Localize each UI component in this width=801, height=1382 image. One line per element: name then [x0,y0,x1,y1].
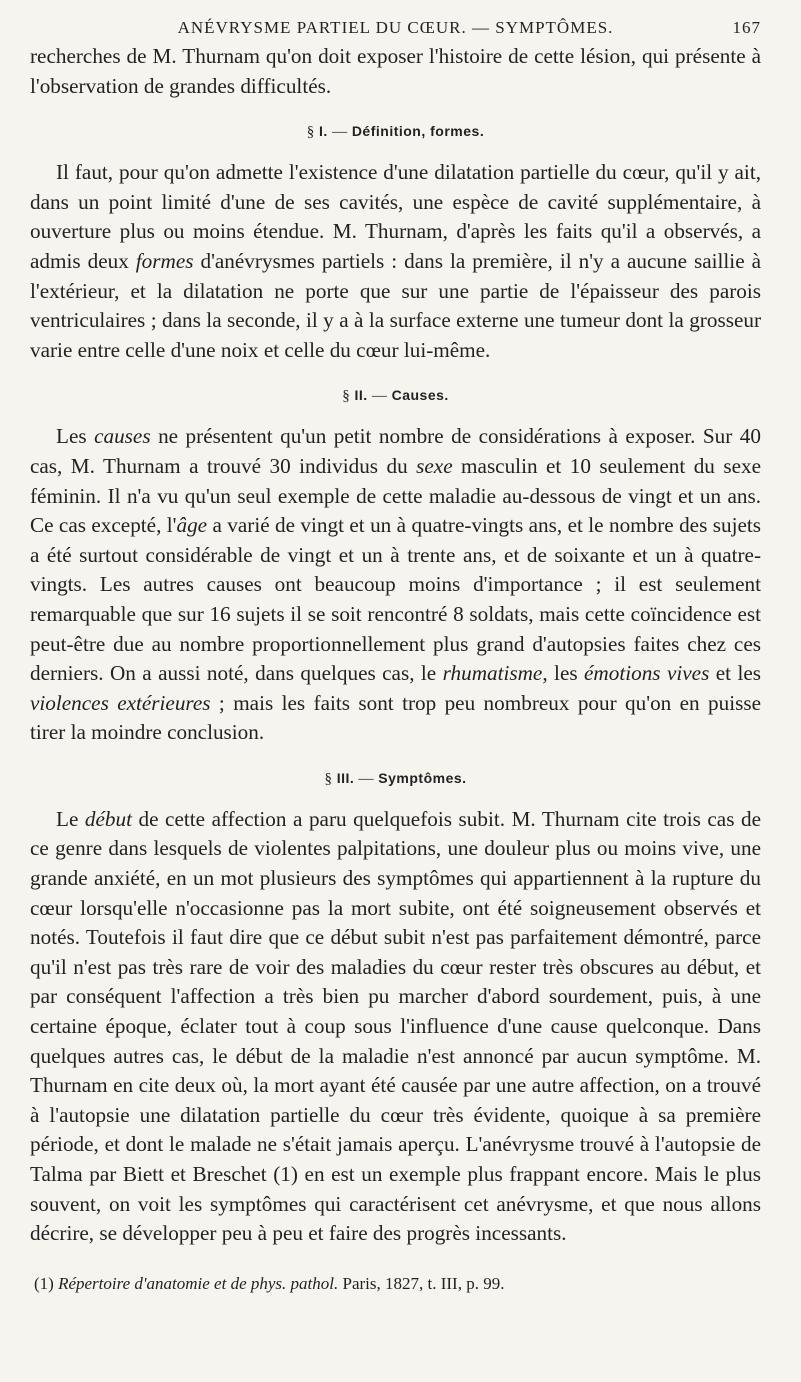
footnote [30,1273,761,1295]
running-header [30,14,761,42]
italic-term: causes [94,424,151,449]
text-run: d'anévrysmes partiels : dans la première, il n'y a aucune saillie à l'extérieur, et la dilatation ne porte que sur une partie de l'épaisseur des parois ventriculaires ; dans la seconde, il y a à la surface externe une tumeur dont la grosseur varie entre celle d'une noix et celle du cœur lui-même. [30,248,761,362]
section-heading-definition [30,121,761,142]
section-number: II. [354,387,368,404]
footnote-reference: Paris, 1827, t. III, p. 99. [338,1273,505,1293]
text-run: a varié de vingt et un à quatre-vingts ans, et le nombre des sujets a été surtout considérable de vingt et un à trente ans, et de soixante et un à quatre-vingts. Les autres causes ont beaucoup moins d'importance ; il est seulement remarquable que sur 16 sujets il se soit rencontré 8 soldats, mais cette coïncidence est peut-être due au nombre proportionnellement plus grand d'autopsies faites chez ces derniers. On a aussi noté, dans quelques cas, le [30,513,761,686]
text-run: et les [709,661,761,686]
section-title: Causes. [391,387,449,404]
italic-term: début [84,806,132,831]
italic-term: violences extérieures [30,690,211,715]
section-symbol: § [342,388,351,405]
italic-term: rhumatisme [442,661,543,686]
italic-term: sexe [416,453,453,478]
text-run: ; mais les faits sont trop peu nombreux pour qu'on en puisse tirer la moindre conclusion. [30,690,761,745]
page-number: 167 [732,18,761,37]
section-number: III. [336,769,355,786]
text-run: ne présentent qu'un petit nombre de considérations à exposer. Sur 40 cas, M. Thurnam a trouvé 30 individus du [30,424,761,478]
section-title: Symptômes. [378,769,467,786]
intro-paragraph: recherches de M. Thurnam qu'on doit exposer l'histoire de cette lésion, qui présente à l'observation de grandes difficultés. [30,44,761,98]
text-run: de cette affection a paru quelquefois subit. M. Thurnam cite trois cas de ce genre dans lesquels de violentes palpitations, une douleur plus ou moins vive, une grande anxiété, en un mot plusieurs des symptômes qui appartiennent à la rupture du cœur lorsqu'elle n'occasionne pas la mort subite, ont été soigneusement observés et notés. Toutefois il faut dire que ce début subit n'est pas parfaitement démontré, parce qu'il n'est pas très rare de voir des maladies du cœur rester très obscures au début, et par conséquent l'affection a très bien pu marcher d'abord sourdement, puis, à une certaine époque, éclater tout à coup sous l'influence d'une cause quelconque. Dans quelques autres cas, le début de la maladie n'est annoncé par aucun symptôme. M. Thurnam en cite deux où, la mort ayant été causée par une autre affection, on a trouvé à l'autopsie une dilatation partielle du cœur très évidente, quoique à sa première période, et dont le malade ne s'était jamais aperçu. L'anévrysme trouvé à l'autopsie de Talma par Biett et Breschet (1) en est un exemple plus frappant encore. Mais le plus souvent, on voit les symptômes qui caractérisent cet anévrysme, et que nous allons décrire, se développer peu à peu et faire des progrès incessants. [30,806,761,1246]
footnote-source-title: Répertoire d'anatomie et de phys. pathol. [58,1273,339,1293]
text-run: Le [56,806,85,831]
section-dash: — [358,770,375,787]
section-heading-causes [30,385,761,406]
text-run: Les [56,424,95,449]
causes-paragraph [30,422,761,748]
section-symbol: § [306,124,315,141]
section-dash: — [371,388,388,405]
italic-term: émotions vives [584,661,710,686]
section-dash: — [332,124,348,141]
section-title: Définition, formes. [351,123,485,140]
text-run: , les [542,661,585,686]
symptoms-paragraph [30,805,761,1249]
footnote-mark: (1) [34,1273,54,1293]
section-symbol: § [324,770,333,787]
text-run: Il faut, pour qu'on admette l'existence d'une dilatation partielle du cœur, qu'il y ait, dans un point limité d'une de ses cavités, une espèce de cavité supplémentaire, à ouverture plus ou moins étendue. M. Thurnam, d'après les faits qu'il a observés, a admis deux [30,160,761,273]
definition-paragraph [30,158,761,365]
text-run: masculin et 10 seulement du sexe féminin. Il n'a vu qu'un seul exemple de cette maladie au-dessous de vingt et un ans. Ce cas excepté, l' [30,453,762,538]
italic-term: âge [176,513,208,538]
section-heading-symptoms [30,768,761,789]
running-title: ANÉVRYSME PARTIEL DU CŒUR. — SYMPTÔMES. [177,18,614,37]
italic-term: formes [135,248,194,273]
section-number: I. [319,123,328,140]
